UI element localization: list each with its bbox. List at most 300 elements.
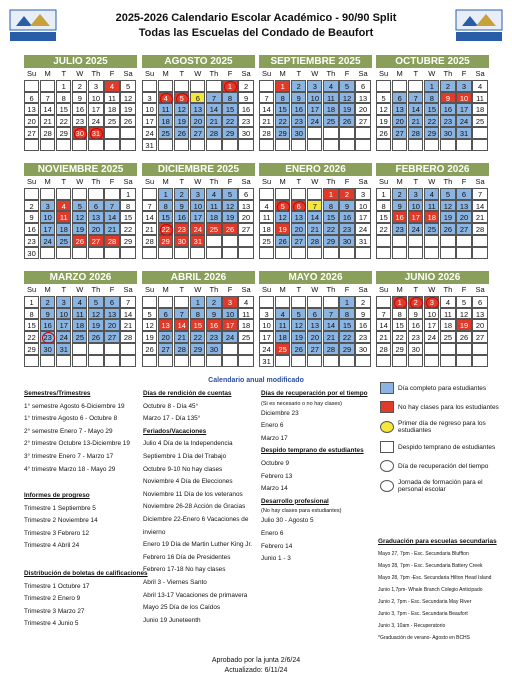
weekday-label: W: [311, 285, 319, 294]
weekday-label: M: [162, 69, 169, 78]
day-cell: [174, 139, 189, 151]
day-cell: 8: [323, 200, 338, 212]
day-cell: 28: [206, 127, 221, 139]
day-cell: 14: [206, 103, 221, 115]
day-cell: 30: [408, 343, 423, 355]
progreso-section: [24, 490, 149, 553]
day-cell: 27: [472, 331, 487, 343]
day-cell: [259, 188, 274, 200]
semestre-line: 3° trimestre Enero 7 - Marzo 17: [24, 452, 114, 460]
day-cell: 13: [355, 92, 370, 104]
calendar-subtitle: Todas las Escuelas del Condado de Beaufort: [138, 27, 374, 39]
weekday-label: Sa: [475, 177, 485, 186]
day-cell: 23: [72, 115, 87, 127]
day-cell: 7: [174, 308, 189, 320]
day-cell: 16: [40, 319, 55, 331]
day-cell: [424, 355, 439, 367]
day-cell: [339, 247, 354, 259]
boletas-heading: Distribución de boletas de calificaciones: [24, 570, 148, 577]
semestres-section: [24, 388, 149, 476]
day-cell: 18: [440, 319, 455, 331]
month-header: ABRIL 2026: [142, 271, 255, 284]
weekday-label: T: [296, 285, 302, 294]
weekday-label: Th: [326, 285, 336, 294]
day-cell: [424, 343, 439, 355]
day-cell: 16: [392, 211, 407, 223]
day-cell: 14: [408, 103, 423, 115]
month-calendar: [259, 55, 372, 151]
day-cell: 16: [72, 103, 87, 115]
day-cell: 30: [339, 235, 354, 247]
day-cell: 25: [104, 115, 119, 127]
day-cell: [472, 235, 487, 247]
weekday-label: Th: [91, 69, 101, 78]
recuperacion-section: [261, 388, 373, 566]
day-cell: 18: [275, 331, 290, 343]
day-cell: 31: [259, 355, 274, 367]
day-cell: 27: [456, 223, 471, 235]
day-cell: [142, 296, 157, 308]
day-cell: [158, 247, 173, 259]
day-cell: 28: [408, 127, 423, 139]
feriado-line: Junio 19 Juneteenth: [143, 616, 201, 624]
day-cell: [275, 247, 290, 259]
weekday-label: F: [344, 177, 350, 186]
day-cell: 26: [72, 235, 87, 247]
day-cell: 21: [376, 331, 391, 343]
day-cell: 2: [408, 296, 423, 308]
day-cell: 31: [88, 127, 103, 139]
day-cell: 8: [392, 308, 407, 320]
weekday-label: M: [396, 285, 403, 294]
day-cell: 24: [424, 331, 439, 343]
day-cell: 28: [323, 343, 338, 355]
day-cell: 20: [307, 331, 322, 343]
day-cell: 7: [104, 200, 119, 212]
day-cell: 23: [40, 331, 55, 343]
day-cell: 24: [190, 223, 205, 235]
day-cell: 3: [40, 200, 55, 212]
day-cell: [142, 247, 157, 259]
weekday-label: M: [44, 285, 51, 294]
day-cell: 13: [104, 308, 119, 320]
day-cell: [238, 139, 253, 151]
day-cell: 2: [40, 296, 55, 308]
day-cell: [259, 247, 274, 259]
day-cell: 14: [472, 200, 487, 212]
day-cell: 22: [190, 331, 205, 343]
day-cell: 26: [142, 343, 157, 355]
day-cell: [408, 247, 423, 259]
day-cell: 2: [392, 188, 407, 200]
day-cell: 26: [88, 331, 103, 343]
day-cell: 13: [158, 319, 173, 331]
day-cell: 16: [355, 319, 370, 331]
day-cell: [222, 343, 237, 355]
day-cell: [104, 247, 119, 259]
day-cell: 18: [104, 103, 119, 115]
day-cell: [339, 355, 354, 367]
day-cell: 22: [158, 223, 173, 235]
day-cell: 12: [456, 308, 471, 320]
day-cell: 5: [440, 188, 455, 200]
day-cell: 7: [142, 200, 157, 212]
day-cell: 26: [174, 127, 189, 139]
month-calendar: [376, 55, 489, 151]
day-cell: [456, 235, 471, 247]
day-cell: [307, 355, 322, 367]
feriado-line: Julio 4 Día de la Independencia: [143, 440, 233, 448]
desarrollo-line: Enero 6: [261, 529, 284, 537]
day-cell: 25: [424, 223, 439, 235]
day-cell: 22: [339, 331, 354, 343]
day-cell: 23: [355, 331, 370, 343]
day-cell: 11: [424, 200, 439, 212]
day-cell: [456, 247, 471, 259]
day-cell: [40, 139, 55, 151]
day-cell: 15: [275, 103, 290, 115]
day-cell: [222, 247, 237, 259]
day-cell: [88, 247, 103, 259]
weekday-label: T: [179, 177, 185, 186]
day-cell: 2: [24, 200, 39, 212]
day-cell: 1: [24, 296, 39, 308]
header: [0, 0, 512, 52]
legend: [380, 382, 506, 500]
day-cell: [291, 139, 306, 151]
day-cell: [206, 355, 221, 367]
day-cell: 6: [472, 296, 487, 308]
day-cell: 10: [56, 308, 71, 320]
weekday-label: Sa: [358, 177, 368, 186]
weekday-label: M: [162, 285, 169, 294]
day-cell: 15: [323, 211, 338, 223]
weekday-label: M: [162, 177, 169, 186]
day-cell: 12: [222, 200, 237, 212]
weekday-label: Th: [91, 285, 101, 294]
day-cell: [120, 355, 135, 367]
day-cell: 10: [424, 308, 439, 320]
day-cell: [392, 247, 407, 259]
day-cell: 25: [472, 115, 487, 127]
day-cell: 16: [440, 103, 455, 115]
day-cell: 14: [40, 103, 55, 115]
day-cell: 19: [456, 319, 471, 331]
day-cell: [275, 188, 290, 200]
weekday-label: F: [461, 177, 467, 186]
day-cell: [206, 247, 221, 259]
day-cell: 14: [259, 103, 274, 115]
weekday-label: F: [227, 285, 233, 294]
day-cell: [120, 343, 135, 355]
day-cell: 15: [190, 319, 205, 331]
day-cell: 8: [158, 200, 173, 212]
weekday-label: Sa: [475, 69, 485, 78]
day-cell: 31: [190, 235, 205, 247]
day-cell: 23: [174, 223, 189, 235]
day-cell: [408, 80, 423, 92]
day-cell: 29: [339, 343, 354, 355]
day-cell: 25: [238, 331, 253, 343]
month-calendar: [142, 271, 255, 367]
day-cell: 10: [355, 200, 370, 212]
day-cell: 19: [174, 115, 189, 127]
day-cell: 8: [275, 92, 290, 104]
day-cell: [40, 247, 55, 259]
day-cell: 11: [440, 308, 455, 320]
day-cell: 26: [456, 331, 471, 343]
day-cell: 1: [56, 80, 71, 92]
day-cell: 22: [56, 115, 71, 127]
day-cell: 5: [120, 80, 135, 92]
day-cell: 29: [24, 343, 39, 355]
day-cell: 6: [158, 308, 173, 320]
day-cell: 18: [323, 103, 338, 115]
day-cell: 20: [392, 115, 407, 127]
desarrollo-heading: Desarrollo profesional: [261, 497, 329, 505]
day-cell: 5: [291, 308, 306, 320]
weekday-label: Sa: [475, 285, 485, 294]
day-cell: 17: [88, 103, 103, 115]
day-cell: 18: [472, 103, 487, 115]
day-cell: 1: [190, 296, 205, 308]
day-cell: 20: [238, 211, 253, 223]
day-cell: [259, 80, 274, 92]
legend-item: Jornada de formación para el personal escolar: [380, 479, 506, 493]
graduacion-line: Junio 3, 7pm - Esc. Secundaria Beaufort: [378, 611, 468, 617]
weekday-label: M: [279, 285, 286, 294]
feriado-line: Abril 13-17 Vacaciones de primavera: [143, 591, 248, 599]
day-cell: 8: [120, 200, 135, 212]
legend-item: Primer día de regreso para los estudiantes: [380, 420, 506, 434]
day-cell: [174, 355, 189, 367]
month-header: AGOSTO 2025: [142, 55, 255, 68]
weekday-label: T: [61, 69, 67, 78]
day-cell: [440, 235, 455, 247]
day-cell: 13: [24, 103, 39, 115]
day-cell: 30: [291, 127, 306, 139]
rendicion-line: Octubre 8 - Día 45°: [143, 402, 199, 410]
day-cell: 6: [238, 188, 253, 200]
day-cell: 29: [392, 343, 407, 355]
day-cell: 7: [323, 308, 338, 320]
weekday-label: Th: [326, 177, 336, 186]
day-cell: 27: [104, 331, 119, 343]
graduacion-line: Junio 1,7pm- Whale Branch Colegio Anticipado: [378, 587, 483, 593]
weekday-label: F: [109, 285, 115, 294]
day-cell: 14: [120, 308, 135, 320]
semestre-line: 1° semestre Agosto 6-Diciembre 19: [24, 402, 125, 410]
day-cell: 15: [222, 103, 237, 115]
day-cell: [104, 343, 119, 355]
day-cell: 9: [440, 92, 455, 104]
day-cell: [24, 188, 39, 200]
day-cell: 21: [40, 115, 55, 127]
day-cell: [120, 139, 135, 151]
day-cell: 10: [190, 200, 205, 212]
month-header: JULIO 2025: [24, 55, 137, 68]
day-cell: [158, 355, 173, 367]
day-cell: 11: [56, 211, 71, 223]
month-header: FEBRERO 2026: [376, 163, 489, 176]
boleta-line: Trimestre 4 Junio 5: [24, 620, 79, 628]
day-cell: 30: [24, 247, 39, 259]
day-cell: 19: [142, 331, 157, 343]
weekday-label: T: [413, 285, 419, 294]
day-cell: [88, 188, 103, 200]
day-cell: 17: [424, 319, 439, 331]
day-cell: 18: [206, 211, 221, 223]
day-cell: 19: [72, 223, 87, 235]
updated-date: Actualizado: 6/11/24: [224, 667, 288, 674]
day-cell: [472, 355, 487, 367]
semestre-line: 1° trimestre Agosto 6 - Octubre 8: [24, 415, 118, 423]
day-cell: 14: [104, 211, 119, 223]
semestre-line: 2° trimestre Octubre 13-Diciembre 19: [24, 440, 130, 448]
day-cell: [472, 343, 487, 355]
day-cell: [456, 355, 471, 367]
day-cell: [88, 355, 103, 367]
calendar-type-label: Calendario anual modificado: [208, 377, 304, 384]
day-cell: 9: [339, 200, 354, 212]
weekday-label: Sa: [241, 177, 251, 186]
day-cell: 23: [408, 331, 423, 343]
day-cell: 6: [88, 200, 103, 212]
desarrollo-note: (No hay clases para estudiantes): [261, 508, 342, 515]
day-cell: 15: [24, 319, 39, 331]
graduacion-line: *Graduación de verano- Agosto en BCHS: [378, 635, 470, 641]
day-cell: 28: [174, 343, 189, 355]
feriado-line: Noviembre 26-28 Acción de Gracias: [143, 503, 246, 511]
day-cell: 21: [259, 115, 274, 127]
day-cell: 5: [456, 296, 471, 308]
day-cell: 3: [190, 188, 205, 200]
day-cell: [238, 235, 253, 247]
day-cell: [440, 343, 455, 355]
month-calendar: [142, 163, 255, 259]
weekday-label: F: [461, 69, 467, 78]
day-cell: [376, 247, 391, 259]
day-cell: [355, 139, 370, 151]
month-calendar: [24, 55, 137, 151]
day-cell: 23: [392, 223, 407, 235]
day-cell: 27: [291, 235, 306, 247]
day-cell: 16: [206, 319, 221, 331]
day-cell: [56, 247, 71, 259]
boleta-line: Trimestre 2 Enero 9: [24, 595, 81, 603]
day-cell: 14: [307, 211, 322, 223]
day-cell: 21: [323, 331, 338, 343]
day-cell: 25: [275, 343, 290, 355]
day-cell: 29: [323, 235, 338, 247]
day-cell: [56, 139, 71, 151]
day-cell: 10: [88, 92, 103, 104]
weekday-label: W: [194, 69, 202, 78]
day-cell: 5: [88, 296, 103, 308]
day-cell: 27: [355, 115, 370, 127]
despido-line: Febrero 13: [261, 472, 293, 480]
feriado-line: Noviembre 11 Día de los veteranos: [143, 490, 243, 498]
day-cell: 1: [275, 80, 290, 92]
day-cell: 5: [376, 92, 391, 104]
day-cell: [355, 355, 370, 367]
weekday-label: Th: [443, 177, 453, 186]
day-cell: 9: [355, 308, 370, 320]
weekday-label: T: [296, 177, 302, 186]
weekday-label: W: [194, 177, 202, 186]
day-cell: [456, 139, 471, 151]
day-cell: 24: [355, 223, 370, 235]
day-cell: [323, 296, 338, 308]
day-cell: [24, 80, 39, 92]
weekday-label: Th: [443, 69, 453, 78]
day-cell: [307, 188, 322, 200]
day-cell: 10: [259, 319, 274, 331]
weekday-label: Su: [145, 177, 155, 186]
day-cell: [408, 235, 423, 247]
day-cell: [440, 247, 455, 259]
weekday-label: T: [413, 69, 419, 78]
day-cell: 21: [174, 331, 189, 343]
weekday-label: T: [413, 177, 419, 186]
day-cell: 20: [104, 319, 119, 331]
day-cell: 30: [206, 343, 221, 355]
day-cell: [174, 247, 189, 259]
day-cell: 4: [104, 80, 119, 92]
day-cell: 10: [40, 211, 55, 223]
day-cell: 11: [472, 92, 487, 104]
day-cell: 19: [376, 115, 391, 127]
day-cell: [158, 296, 173, 308]
day-cell: 4: [424, 188, 439, 200]
day-cell: 4: [275, 308, 290, 320]
day-cell: [56, 188, 71, 200]
day-cell: 9: [238, 92, 253, 104]
day-cell: 9: [206, 308, 221, 320]
day-cell: 2: [339, 188, 354, 200]
day-cell: [259, 296, 274, 308]
circle-plus-icon: [380, 460, 394, 472]
red-swatch-icon: [380, 401, 394, 413]
day-cell: [291, 296, 306, 308]
day-cell: [120, 127, 135, 139]
day-cell: 28: [142, 235, 157, 247]
day-cell: 17: [259, 331, 274, 343]
day-cell: 27: [88, 235, 103, 247]
day-cell: 3: [424, 296, 439, 308]
day-cell: 27: [158, 343, 173, 355]
month-header: JUNIO 2026: [376, 271, 489, 284]
day-cell: 16: [291, 103, 306, 115]
day-cell: 8: [190, 308, 205, 320]
weekday-label: T: [179, 285, 185, 294]
weekday-label: F: [227, 69, 233, 78]
star-icon: [380, 421, 394, 433]
day-cell: 12: [142, 319, 157, 331]
day-cell: 17: [190, 211, 205, 223]
day-cell: 3: [88, 80, 103, 92]
day-cell: 25: [323, 115, 338, 127]
day-cell: 9: [392, 200, 407, 212]
day-cell: 18: [238, 319, 253, 331]
day-cell: [72, 139, 87, 151]
day-cell: 4: [472, 80, 487, 92]
day-cell: [275, 296, 290, 308]
month-header: DICIEMBRE 2025: [142, 163, 255, 176]
day-cell: [222, 235, 237, 247]
day-cell: 4: [158, 92, 173, 104]
day-cell: 19: [120, 103, 135, 115]
